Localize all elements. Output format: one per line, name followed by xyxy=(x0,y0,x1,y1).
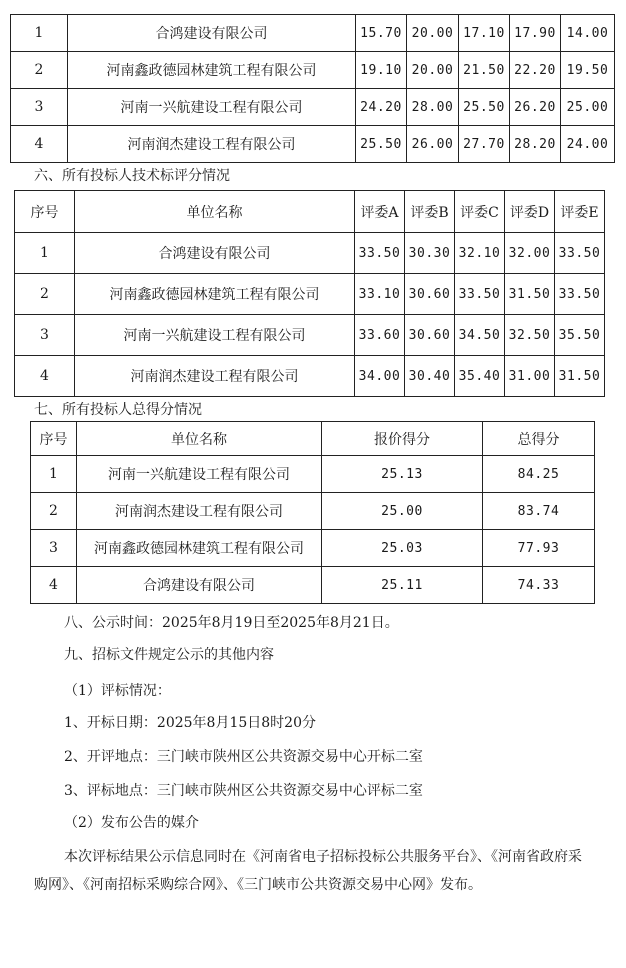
table-row xyxy=(31,493,595,530)
judge-score: 33.60 xyxy=(355,315,405,356)
company-name: 河南一兴航建设工程有限公司 xyxy=(75,315,355,356)
judge-score: 26.20 xyxy=(510,89,561,126)
technical-score-table xyxy=(14,190,605,397)
header-no: 序号 xyxy=(31,422,77,456)
table-row xyxy=(11,89,615,126)
judge-score: 33.50 xyxy=(355,233,405,274)
judge-score: 32.10 xyxy=(455,233,505,274)
table-row xyxy=(15,233,605,274)
media-paragraph: 本次评标结果公示信息同时在《河南省电子招标投标公共服务平台》、《河南省政府采购网》、《河南招标采购综合网》、《三门峡市公共资源交易中心网》发布。 xyxy=(34,849,582,893)
table-row xyxy=(11,52,615,89)
price-score: 25.13 xyxy=(322,456,483,493)
table-row xyxy=(31,530,595,567)
judge-score: 30.30 xyxy=(405,233,455,274)
company-name: 河南润杰建设工程有限公司 xyxy=(75,356,355,397)
judge-score: 30.60 xyxy=(405,315,455,356)
company-name: 河南一兴航建设工程有限公司 xyxy=(68,89,356,126)
header-name: 单位名称 xyxy=(75,191,355,233)
judge-score: 34.50 xyxy=(455,315,505,356)
judge-score: 28.20 xyxy=(510,126,561,163)
row-number: 4 xyxy=(11,126,68,163)
section6-title: 六、所有投标人技术标评分情况 xyxy=(34,168,230,184)
judge-score: 31.00 xyxy=(505,356,555,397)
company-name: 河南鑫政德园林建筑工程有限公司 xyxy=(75,274,355,315)
judge-score: 27.70 xyxy=(459,126,510,163)
judge-score: 33.10 xyxy=(355,274,405,315)
row-number: 3 xyxy=(15,315,75,356)
company-name: 合鸿建设有限公司 xyxy=(75,233,355,274)
company-name: 河南鑫政德园林建筑工程有限公司 xyxy=(68,52,356,89)
judge-score: 25.50 xyxy=(356,126,407,163)
row-number: 1 xyxy=(15,233,75,274)
judge-score: 25.50 xyxy=(459,89,510,126)
total-score: 84.25 xyxy=(483,456,595,493)
company-name: 合鸿建设有限公司 xyxy=(77,567,322,604)
judge-score: 24.00 xyxy=(561,126,615,163)
row-number: 4 xyxy=(15,356,75,397)
judge-score: 33.50 xyxy=(555,233,605,274)
company-name: 河南润杰建设工程有限公司 xyxy=(68,126,356,163)
section9-title: 九、招标文件规定公示的其他内容 xyxy=(64,647,274,663)
table-row xyxy=(31,567,595,604)
total-score: 74.33 xyxy=(483,567,595,604)
business-score-table xyxy=(10,14,615,163)
table-row xyxy=(11,126,615,163)
judge-score: 35.50 xyxy=(555,315,605,356)
judge-score: 21.50 xyxy=(459,52,510,89)
judge-score: 26.00 xyxy=(407,126,459,163)
total-score-table xyxy=(30,421,595,604)
price-score: 25.11 xyxy=(322,567,483,604)
total-score: 83.74 xyxy=(483,493,595,530)
judge-score: 17.10 xyxy=(459,15,510,52)
table-row xyxy=(11,15,615,52)
evaluation-subtitle: （1）评标情况： xyxy=(64,683,171,699)
judge-score: 31.50 xyxy=(555,356,605,397)
judge-score: 22.20 xyxy=(510,52,561,89)
opening-date: 1、开标日期：2025年8月15日8时20分 xyxy=(64,715,316,731)
judge-score: 33.50 xyxy=(555,274,605,315)
opening-location: 2、开评地点：三门峡市陕州区公共资源交易中心开标二室 xyxy=(64,749,423,765)
judge-score: 33.50 xyxy=(455,274,505,315)
judge-score: 17.90 xyxy=(510,15,561,52)
table-row xyxy=(15,356,605,397)
media-subtitle: （2）发布公告的媒介 xyxy=(64,815,199,831)
header-judge-d: 评委D xyxy=(505,191,555,233)
row-number: 3 xyxy=(11,89,68,126)
judge-score: 19.50 xyxy=(561,52,615,89)
company-name: 河南润杰建设工程有限公司 xyxy=(77,493,322,530)
company-name: 合鸿建设有限公司 xyxy=(68,15,356,52)
row-number: 4 xyxy=(31,567,77,604)
judge-score: 15.70 xyxy=(356,15,407,52)
section7-title: 七、所有投标人总得分情况 xyxy=(34,402,202,418)
header-total-score: 总得分 xyxy=(483,422,595,456)
row-number: 1 xyxy=(31,456,77,493)
judge-score: 14.00 xyxy=(561,15,615,52)
judge-score: 20.00 xyxy=(407,52,459,89)
judge-score: 32.00 xyxy=(505,233,555,274)
company-name: 河南一兴航建设工程有限公司 xyxy=(77,456,322,493)
row-number: 1 xyxy=(11,15,68,52)
judge-score: 34.00 xyxy=(355,356,405,397)
row-number: 3 xyxy=(31,530,77,567)
header-judge-b: 评委B xyxy=(405,191,455,233)
judge-score: 19.10 xyxy=(356,52,407,89)
announcement-period: 八、公示时间：2025年8月19日至2025年8月21日。 xyxy=(64,615,399,631)
header-no: 序号 xyxy=(15,191,75,233)
judge-score: 31.50 xyxy=(505,274,555,315)
judge-score: 28.00 xyxy=(407,89,459,126)
table-row xyxy=(15,315,605,356)
company-name: 河南鑫政德园林建筑工程有限公司 xyxy=(77,530,322,567)
row-number: 2 xyxy=(31,493,77,530)
evaluation-location: 3、评标地点：三门峡市陕州区公共资源交易中心评标二室 xyxy=(64,783,423,799)
judge-score: 25.00 xyxy=(561,89,615,126)
row-number: 2 xyxy=(15,274,75,315)
price-score: 25.03 xyxy=(322,530,483,567)
table-row xyxy=(31,456,595,493)
total-score: 77.93 xyxy=(483,530,595,567)
header-judge-a: 评委A xyxy=(355,191,405,233)
judge-score: 24.20 xyxy=(356,89,407,126)
table-row xyxy=(15,274,605,315)
judge-score: 30.60 xyxy=(405,274,455,315)
header-judge-c: 评委C xyxy=(455,191,505,233)
header-judge-e: 评委E xyxy=(555,191,605,233)
judge-score: 20.00 xyxy=(407,15,459,52)
judge-score: 30.40 xyxy=(405,356,455,397)
judge-score: 32.50 xyxy=(505,315,555,356)
header-price-score: 报价得分 xyxy=(322,422,483,456)
row-number: 2 xyxy=(11,52,68,89)
judge-score: 35.40 xyxy=(455,356,505,397)
price-score: 25.00 xyxy=(322,493,483,530)
header-name: 单位名称 xyxy=(77,422,322,456)
